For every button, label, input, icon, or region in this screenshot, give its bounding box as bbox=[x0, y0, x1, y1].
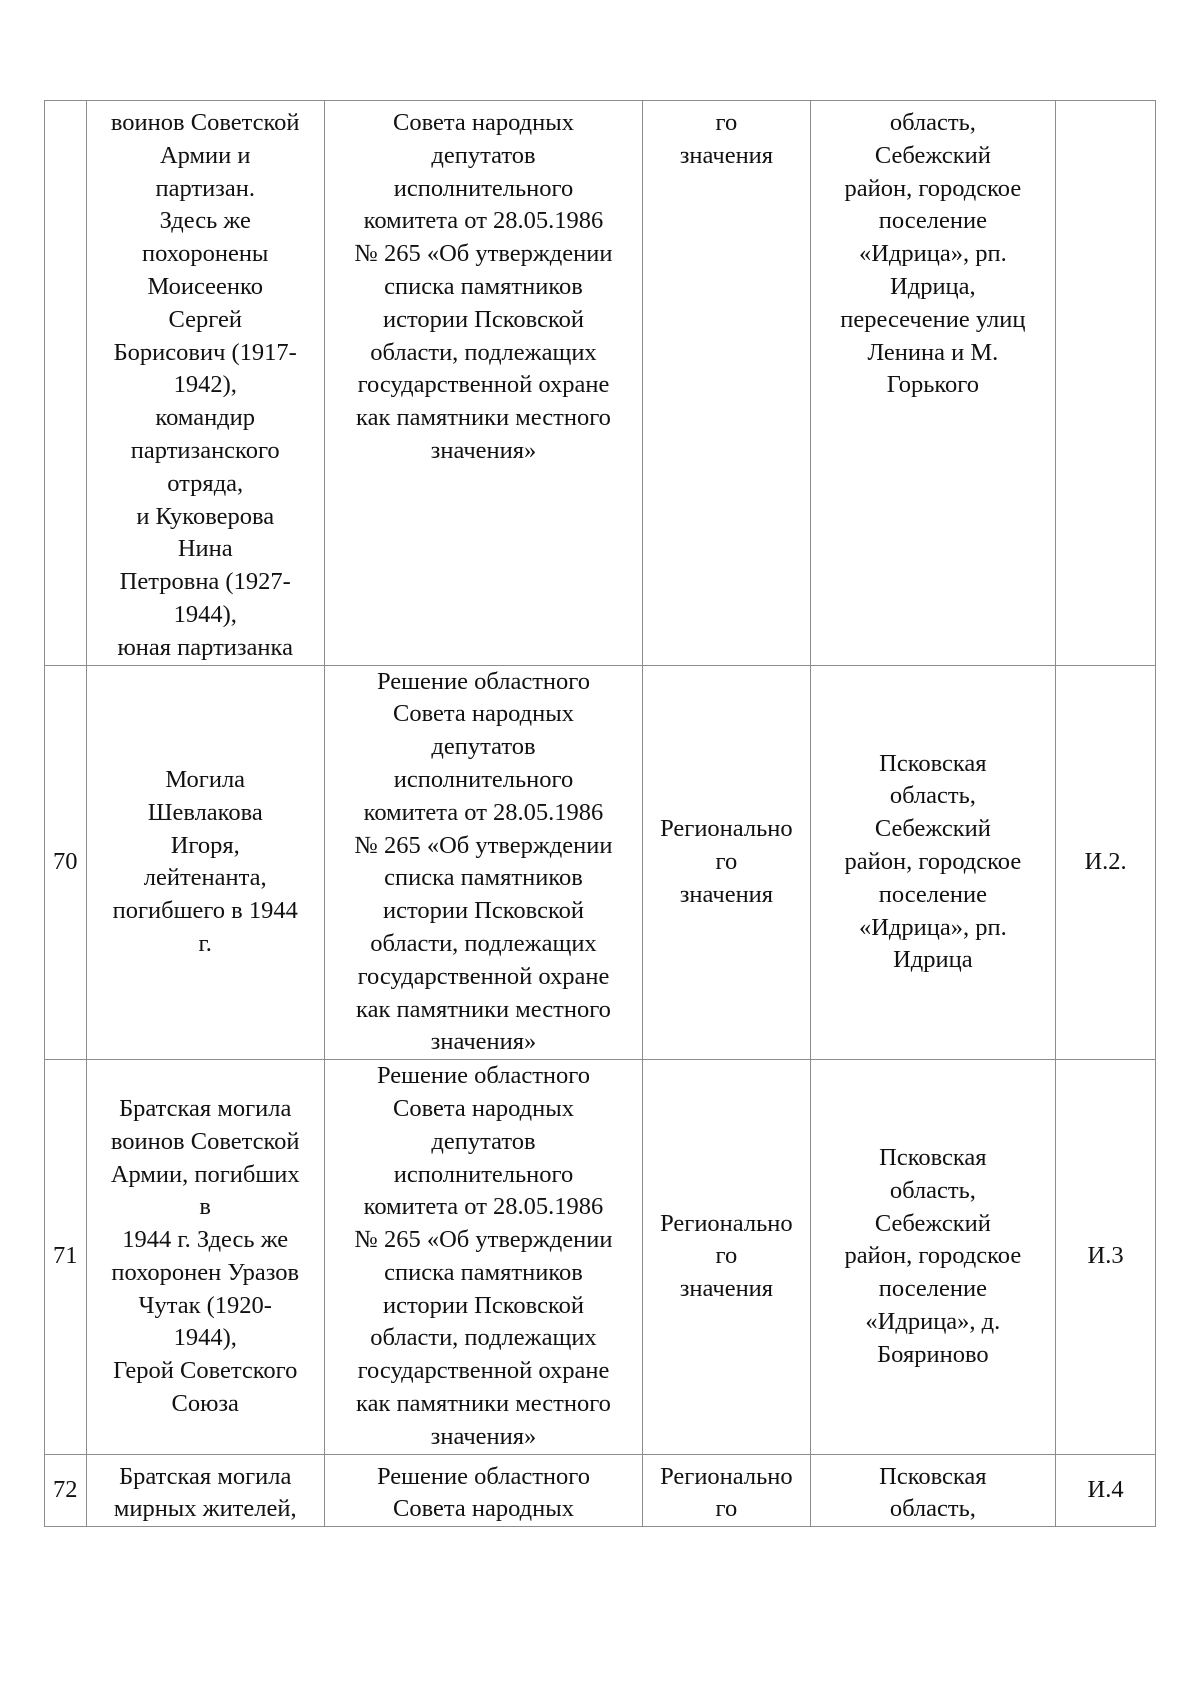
legal-document-line: государственной охране bbox=[357, 1357, 610, 1385]
object-name-line: Армии и bbox=[159, 141, 251, 169]
table-row bbox=[45, 1060, 1156, 1455]
object-name-line: воинов Советской bbox=[110, 109, 300, 136]
legal-document-cell bbox=[324, 1454, 642, 1527]
object-location-cell bbox=[810, 665, 1056, 1060]
object-name-line: юная партизанка bbox=[117, 633, 293, 661]
table-body bbox=[45, 101, 1156, 1527]
legal-document-line: № 265 «Об утверждении bbox=[354, 240, 613, 268]
significance-category-line: Регионально bbox=[660, 815, 793, 843]
significance-category-line: значения bbox=[679, 1275, 774, 1303]
object-location-line: поселение bbox=[878, 207, 987, 235]
object-location-line: «Идрица», рп. bbox=[858, 240, 1007, 268]
object-location-line: Идрица, bbox=[890, 272, 976, 300]
object-name-line: Союза bbox=[171, 1390, 239, 1418]
significance-category-line: го bbox=[715, 1495, 738, 1523]
legal-document-line: комитета от 28.05.1986 bbox=[363, 207, 604, 235]
legal-document-line: области, подлежащих bbox=[370, 338, 597, 366]
row-number-cell bbox=[45, 665, 87, 1060]
legal-document-line: депутатов bbox=[431, 141, 536, 169]
legal-document-line: Совета народных bbox=[393, 700, 574, 728]
legal-document-line: как памятники местного bbox=[356, 1390, 611, 1418]
significance-category-cell bbox=[643, 1060, 810, 1455]
object-location-line: «Идрица», д. bbox=[865, 1308, 1001, 1336]
object-location-cell bbox=[810, 101, 1056, 666]
object-name-line: Моисеенко bbox=[147, 272, 263, 300]
object-location-line: область, bbox=[889, 782, 976, 810]
object-location-line: Себежский bbox=[874, 1209, 991, 1237]
legal-document-line: исполнительного bbox=[393, 174, 574, 202]
object-location-line: пересечение улиц bbox=[840, 305, 1026, 333]
object-location-line: Идрица bbox=[893, 946, 973, 974]
legal-document-line: как памятники местного bbox=[356, 995, 611, 1023]
object-code-cell bbox=[1056, 665, 1156, 1060]
object-name-line: Братская могила bbox=[119, 1094, 292, 1122]
object-location-line: область, bbox=[889, 1176, 976, 1204]
legal-document-line: списка памятников bbox=[384, 864, 583, 892]
legal-document-line: комитета от 28.05.1986 bbox=[363, 798, 604, 826]
row-number-cell bbox=[45, 101, 87, 666]
object-code: И.3 bbox=[1087, 1242, 1124, 1270]
object-name-cell bbox=[86, 665, 324, 1060]
object-location-line: Себежский bbox=[874, 815, 991, 843]
object-code-cell bbox=[1056, 1060, 1156, 1455]
significance-category-line: го bbox=[715, 109, 738, 136]
legal-document-line: комитета от 28.05.1986 bbox=[363, 1193, 604, 1221]
heritage-objects-table bbox=[44, 100, 1156, 1527]
row-number: 70 bbox=[53, 847, 78, 875]
legal-document-line: исполнительного bbox=[393, 765, 574, 793]
legal-document-line: истории Псковской bbox=[382, 1291, 584, 1319]
object-name-line: Сергей bbox=[168, 305, 242, 333]
object-location-line: область, bbox=[889, 109, 976, 136]
legal-document-cell bbox=[324, 1060, 642, 1455]
significance-category-cell bbox=[643, 101, 810, 666]
significance-category-line: значения bbox=[679, 880, 774, 908]
object-location-line: Ленина и М. bbox=[867, 338, 999, 366]
legal-document-line: № 265 «Об утверждении bbox=[354, 1226, 613, 1254]
legal-document-line: списка памятников bbox=[384, 1258, 583, 1286]
object-name-line: Нина bbox=[177, 535, 233, 563]
legal-document-line: области, подлежащих bbox=[370, 1324, 597, 1352]
legal-document-line: как памятники местного bbox=[356, 404, 611, 432]
legal-document-line: значения» bbox=[430, 436, 537, 464]
object-location-line: Псковская bbox=[879, 1462, 987, 1490]
object-name-line: в bbox=[199, 1193, 211, 1221]
object-location-line: район, городское bbox=[844, 174, 1022, 202]
significance-category-line: го bbox=[715, 847, 738, 875]
object-location-cell bbox=[810, 1454, 1056, 1527]
object-name-line: 1944), bbox=[173, 600, 237, 628]
legal-document-line: области, подлежащих bbox=[370, 929, 597, 957]
object-name-cell bbox=[86, 1454, 324, 1527]
row-number-cell bbox=[45, 1454, 87, 1527]
object-name-line: отряда, bbox=[167, 469, 244, 497]
legal-document-line: исполнительного bbox=[393, 1160, 574, 1188]
object-location-line: район, городское bbox=[844, 847, 1022, 875]
object-name-line: мирных жителей, bbox=[113, 1495, 297, 1523]
object-code-cell bbox=[1056, 1454, 1156, 1527]
object-location-line: Горького bbox=[886, 371, 979, 399]
significance-category-cell bbox=[643, 665, 810, 1060]
object-name-line: похоронен Уразов bbox=[111, 1258, 300, 1286]
object-name-cell bbox=[86, 1060, 324, 1455]
legal-document-cell bbox=[324, 101, 642, 666]
legal-document-line: Решение областного bbox=[376, 667, 590, 695]
object-name-line: командир bbox=[155, 404, 256, 432]
legal-document-line: Решение областного bbox=[376, 1062, 590, 1090]
object-name-line: Борисович (1917- bbox=[113, 338, 297, 366]
legal-document-line: № 265 «Об утверждении bbox=[354, 831, 613, 859]
heritage-table-page bbox=[44, 100, 1156, 1527]
table-row bbox=[45, 1454, 1156, 1527]
legal-document-line: государственной охране bbox=[357, 371, 610, 399]
object-name-line: Петровна (1927- bbox=[119, 568, 291, 596]
significance-category-line: го bbox=[715, 1242, 738, 1270]
object-code: И.4 bbox=[1087, 1476, 1124, 1504]
object-location-line: Себежский bbox=[874, 141, 991, 169]
object-name-line: 1944 г. Здесь же bbox=[122, 1226, 289, 1254]
object-location-line: Псковская bbox=[879, 1144, 987, 1172]
object-location-line: Бояриново bbox=[877, 1340, 989, 1368]
table-row bbox=[45, 101, 1156, 666]
object-location-cell bbox=[810, 1060, 1056, 1455]
object-name-line: Здесь же bbox=[159, 207, 251, 235]
object-location-line: поселение bbox=[878, 1275, 987, 1303]
object-name-line: г. bbox=[198, 929, 212, 957]
object-name-line: 1942), bbox=[173, 371, 237, 399]
significance-category-line: Регионально bbox=[660, 1462, 793, 1490]
object-name-line: партизан. bbox=[155, 174, 255, 202]
legal-document-line: истории Псковской bbox=[382, 897, 584, 925]
object-name-line: похоронены bbox=[142, 240, 269, 268]
object-name-line: 1944), bbox=[173, 1324, 237, 1352]
object-name-line: Могила bbox=[165, 765, 246, 793]
object-name-line: погибшего в 1944 bbox=[112, 897, 298, 925]
row-number: 72 bbox=[53, 1476, 78, 1504]
legal-document-line: значения» bbox=[430, 1422, 537, 1450]
significance-category-line: значения bbox=[679, 141, 774, 169]
object-code-cell bbox=[1056, 101, 1156, 666]
object-name-line: Игоря, bbox=[170, 831, 240, 859]
object-code: И.2. bbox=[1084, 847, 1127, 875]
object-name-line: и Куковерова bbox=[136, 502, 275, 530]
object-location-line: область, bbox=[889, 1495, 976, 1523]
row-number: 71 bbox=[53, 1242, 78, 1270]
legal-document-line: Совета народных bbox=[393, 1094, 574, 1122]
legal-document-line: Решение областного bbox=[376, 1462, 590, 1490]
significance-category-line: Регионально bbox=[660, 1209, 793, 1237]
table-row bbox=[45, 665, 1156, 1060]
object-name-line: воинов Советской bbox=[110, 1127, 300, 1155]
legal-document-line: государственной охране bbox=[357, 962, 610, 990]
object-location-line: Псковская bbox=[879, 749, 987, 777]
object-location-line: поселение bbox=[878, 880, 987, 908]
object-name-line: Чутак (1920- bbox=[138, 1291, 272, 1319]
object-name-line: лейтенанта, bbox=[143, 864, 267, 892]
row-number-cell bbox=[45, 1060, 87, 1455]
legal-document-line: Совета народных bbox=[393, 1495, 574, 1523]
legal-document-line: депутатов bbox=[431, 733, 536, 761]
object-name-line: партизанского bbox=[130, 436, 280, 464]
legal-document-line: истории Псковской bbox=[382, 305, 584, 333]
object-location-line: «Идрица», рп. bbox=[858, 913, 1007, 941]
legal-document-line: депутатов bbox=[431, 1127, 536, 1155]
legal-document-cell bbox=[324, 665, 642, 1060]
object-name-line: Армии, погибших bbox=[110, 1160, 300, 1188]
legal-document-line: списка памятников bbox=[384, 272, 583, 300]
legal-document-line: значения» bbox=[430, 1028, 537, 1056]
object-name-cell bbox=[86, 101, 324, 666]
object-name-line: Герой Советского bbox=[113, 1357, 298, 1385]
significance-category-cell bbox=[643, 1454, 810, 1527]
legal-document-line: Совета народных bbox=[393, 109, 574, 136]
object-name-line: Шевлакова bbox=[147, 798, 263, 826]
object-location-line: район, городское bbox=[844, 1242, 1022, 1270]
object-name-line: Братская могила bbox=[119, 1462, 292, 1490]
